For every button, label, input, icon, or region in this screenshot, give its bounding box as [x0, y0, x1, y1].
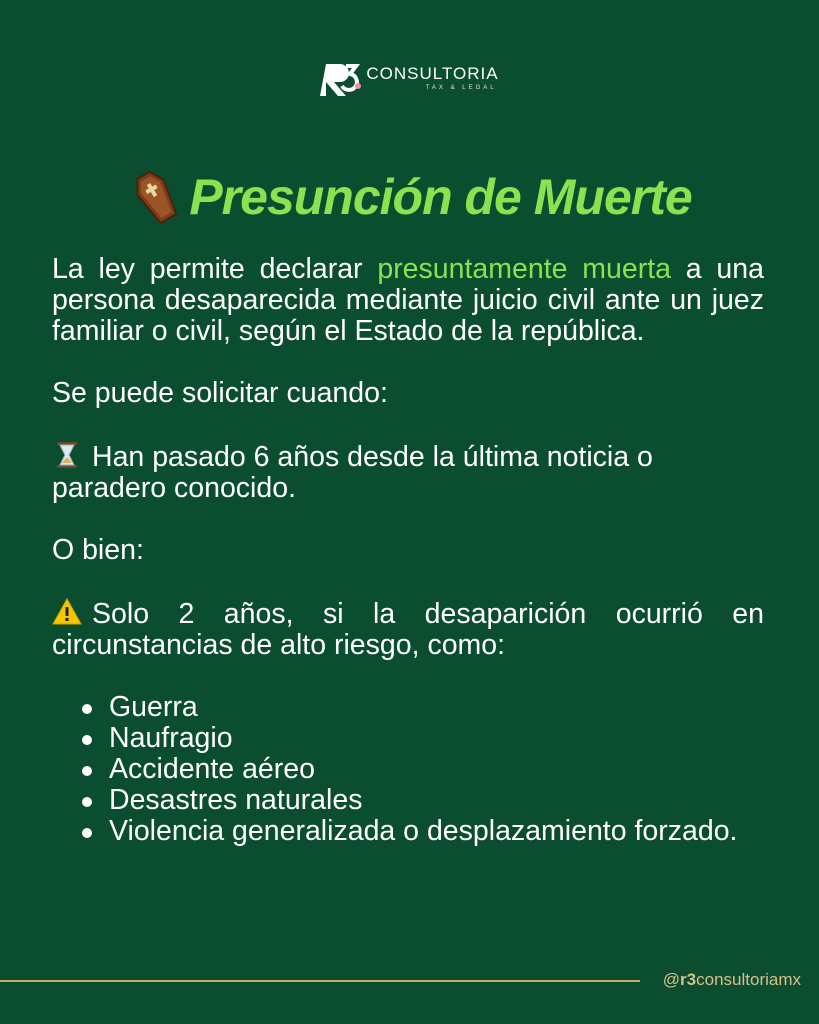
- list-item: Guerra: [52, 692, 764, 723]
- condition-two-years-text: Solo 2 años, si la desaparición ocurrió en circunstancias de alto riesgo, como:: [52, 598, 764, 661]
- r3-logo-icon: [320, 56, 364, 100]
- social-handle: @r3consultoriamx: [662, 970, 801, 989]
- condition-six-years-text: Han pasado 6 años desde la última noticia o paradero conocido.: [52, 441, 653, 504]
- brand-logo: [0, 56, 819, 100]
- title-text: Presunción de Muerte: [189, 169, 692, 225]
- risk-list: [52, 692, 764, 847]
- or-label: O bien:: [52, 534, 144, 566]
- when-label: Se puede solicitar cuando:: [52, 377, 388, 409]
- list-item: Desastres naturales: [52, 785, 764, 816]
- intro-paragraph: [52, 254, 764, 347]
- bullet: [82, 704, 92, 714]
- list-item: Violencia generalizada o desplazamiento forzado.: [52, 816, 764, 847]
- list-item: Naufragio: [52, 723, 764, 754]
- coffin-icon: [127, 168, 185, 226]
- main-content: [52, 254, 764, 847]
- bullet: [82, 766, 92, 776]
- footer-divider: [0, 980, 640, 982]
- bullet: [82, 735, 92, 745]
- bullet: [82, 797, 92, 807]
- intro-before: La ley permite declarar: [52, 253, 378, 285]
- page-title: [0, 168, 819, 226]
- warning-icon: [52, 597, 82, 627]
- list-item: Accidente aéreo: [52, 754, 764, 785]
- bullet: [82, 828, 92, 838]
- logo-tagline: TAX & LEGAL: [425, 85, 497, 91]
- intro-highlight: presuntamente muerta: [377, 253, 671, 285]
- hourglass-icon: [52, 440, 82, 470]
- condition-two-years: [52, 597, 764, 661]
- condition-six-years: [52, 440, 764, 504]
- logo-name: CONSULTORIA: [366, 64, 499, 83]
- intro-after: a una persona desaparecida mediante juicio civil ante un juez familiar o civil, según el Estado de la república.: [52, 253, 764, 347]
